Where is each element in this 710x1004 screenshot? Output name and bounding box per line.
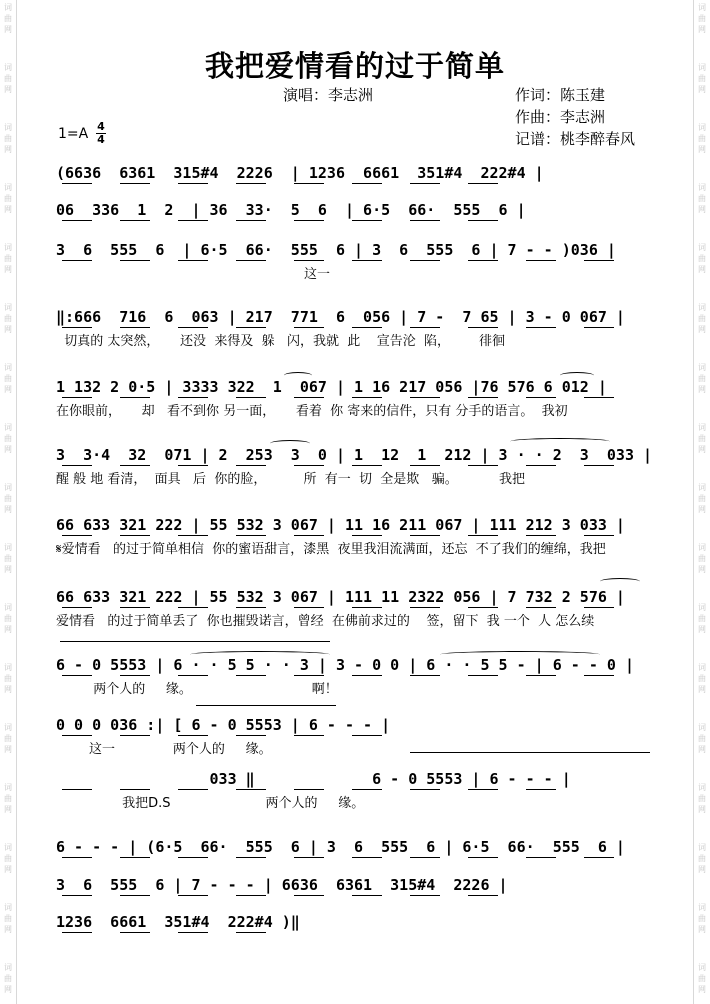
watermark-text: 词 曲 网: [4, 123, 12, 154]
beam-line: [468, 607, 498, 608]
watermark-text: 词 曲 网: [4, 963, 12, 994]
beam-line: [294, 260, 324, 261]
beam-line: [120, 607, 150, 608]
beam-line: [584, 260, 614, 261]
beam-line: [120, 397, 150, 398]
beam-line: [62, 260, 92, 261]
beam-line: [294, 183, 324, 184]
beam-line: [294, 895, 324, 896]
score-notes: 1 132 2 0·5 | 3333 322 1 067 | 1 16 217 056 |76 576 6 012 |: [56, 378, 607, 396]
score-notes: 66 633 321 222 | 55 532 3 067 | 111 11 2322 056 | 7 732 2 576 |: [56, 588, 625, 606]
beam-line: [178, 183, 208, 184]
beam-line: [178, 857, 208, 858]
beam-line: [294, 327, 324, 328]
beam-line: [352, 675, 382, 676]
beam-line: [120, 932, 150, 933]
beam-line: [352, 857, 382, 858]
beam-line: [468, 789, 498, 790]
score-notes: 033 ‖ 6 - 0 5553 | 6 - - - |: [56, 770, 571, 788]
score-lyrics: 这一: [56, 267, 330, 282]
score-notes: ‖:666 716 6 063 | 217 771 6 056 | 7 - 7 65 | 3 - 0 067 |: [56, 308, 625, 326]
watermark-text: 词 曲 网: [4, 483, 12, 514]
beam-line: [120, 675, 150, 676]
beam-line: [410, 183, 440, 184]
beam-line: [352, 397, 382, 398]
beam-line: [178, 932, 208, 933]
bracket-line: [196, 705, 336, 706]
watermark-text: 词 曲 网: [4, 63, 12, 94]
score-lyrics: 两个人的 缘。 啊！: [56, 682, 338, 697]
beam-line: [178, 789, 208, 790]
score-notes: 3 6 555 6 | 7 - - - | 6636 6361 315#4 2226 |: [56, 876, 508, 894]
beam-line: [584, 327, 614, 328]
beam-line: [352, 465, 382, 466]
watermark-text: 词 曲 网: [698, 723, 706, 754]
beam-line: [468, 397, 498, 398]
beam-line: [178, 895, 208, 896]
watermark-text: 词 曲 网: [4, 543, 12, 574]
watermark-text: 词 曲 网: [698, 423, 706, 454]
watermark-text: 词 曲 网: [4, 363, 12, 394]
beam-line: [62, 535, 92, 536]
beam-line: [468, 535, 498, 536]
beam-line: [62, 465, 92, 466]
time-signature: [96, 122, 106, 145]
beam-line: [410, 895, 440, 896]
beam-line: [236, 789, 266, 790]
beam-line: [236, 465, 266, 466]
slur-mark: [510, 438, 610, 445]
beam-line: [526, 535, 556, 536]
watermark-text: 词 曲 网: [4, 303, 12, 334]
bracket-line: [410, 752, 650, 753]
watermark-text: 词 曲 网: [698, 963, 706, 994]
score-lyrics: 𝄋爱情看 的过于简单相信 你的蜜语甜言，漆黑 夜里我泪流满面，还忘 不了我们的缠绵，我把: [56, 542, 606, 557]
composer-credit: 作曲：李志洲: [515, 108, 606, 126]
beam-line: [294, 789, 324, 790]
watermark-text: 词 曲 网: [698, 783, 706, 814]
beam-line: [468, 895, 498, 896]
beam-line: [352, 895, 382, 896]
score-lyrics: 爱情看 的过于简单丢了 你也摧毁诺言，曾经 在佛前求过的 签，留下 我 一个 人 怎么续: [56, 614, 595, 629]
beam-line: [120, 857, 150, 858]
beam-line: [584, 675, 614, 676]
beam-line: [236, 932, 266, 933]
beam-line: [178, 327, 208, 328]
key-signature: 1=A: [58, 126, 89, 142]
score-notes: 0 0 0 036 :| [ 6 - 0 5553 | 6 - - - |: [56, 716, 391, 734]
watermark-text: 词 曲 网: [4, 183, 12, 214]
score-lyrics: 醒 般 地 看清， 面具 后 你的脸， 所 有一 切 全是欺 骗。 我把: [56, 472, 526, 487]
beam-line: [62, 932, 92, 933]
slur-mark: [560, 372, 594, 379]
song-title: 我把爱情看的过于简单: [204, 49, 505, 83]
beam-line: [294, 857, 324, 858]
beam-line: [526, 675, 556, 676]
score-lyrics: 我把D.S 两个人的 缘。: [56, 796, 365, 811]
beam-line: [352, 327, 382, 328]
watermark-text: 词 曲 网: [4, 423, 12, 454]
score-lyrics: 在你眼前， 却 看不到你 另一面， 看着 你 寄来的信件，只有 分手的语言。 我初: [56, 404, 568, 419]
beam-line: [236, 327, 266, 328]
beam-line: [62, 735, 92, 736]
beam-line: [62, 397, 92, 398]
beam-line: [62, 220, 92, 221]
score-notes: 6 - - - | (6·5 66· 555 6 | 3 6 555 6 | 6·5 66· 555 6 |: [56, 838, 625, 856]
beam-line: [352, 535, 382, 536]
beam-line: [352, 607, 382, 608]
watermark-text: 词 曲 网: [698, 663, 706, 694]
beam-line: [236, 607, 266, 608]
score-lyrics: 切真的 太突然， 还没 来得及 躲 闪，我就 此 宣告沦 陷， 徘徊: [56, 334, 505, 349]
watermark-text: 词 曲 网: [4, 243, 12, 274]
beam-line: [526, 465, 556, 466]
beam-line: [526, 327, 556, 328]
beam-line: [236, 735, 266, 736]
beam-line: [468, 260, 498, 261]
beam-line: [120, 260, 150, 261]
beam-line: [584, 857, 614, 858]
score-lyrics: 这一 两个人的 缘。: [56, 742, 272, 757]
beam-line: [62, 183, 92, 184]
beam-line: [352, 735, 382, 736]
beam-line: [468, 327, 498, 328]
beam-line: [236, 895, 266, 896]
watermark-text: 词 曲 网: [698, 3, 706, 34]
beam-line: [468, 857, 498, 858]
beam-line: [526, 397, 556, 398]
bracket-line: [60, 641, 330, 642]
beam-line: [120, 327, 150, 328]
beam-line: [410, 327, 440, 328]
beam-line: [410, 260, 440, 261]
beam-line: [584, 535, 614, 536]
singer-credit: 演唱：李志洲: [283, 86, 374, 104]
beam-line: [352, 260, 382, 261]
beam-line: [294, 607, 324, 608]
score-notes: 3 3·4 32 071 | 2 253 3 0 | 1 12 1 212 | 3 · · 2 3 033 |: [56, 446, 653, 464]
beam-line: [468, 675, 498, 676]
beam-line: [178, 535, 208, 536]
beam-line: [62, 789, 92, 790]
beam-line: [410, 465, 440, 466]
slur-mark: [440, 651, 600, 658]
beam-line: [62, 857, 92, 858]
score-notes: 66 633 321 222 | 55 532 3 067 | 11 16 211 067 | 111 212 3 033 |: [56, 516, 625, 534]
beam-line: [178, 220, 208, 221]
watermark-text: 词 曲 网: [698, 603, 706, 634]
score-notes: 6 - 0 5553 | 6 · · 5 5 · · 3 | 3 - 0 0 | 6 · · 5 5 - | 6 - - 0 |: [56, 656, 634, 674]
score-notes: 3 6 555 6 | 6·5 66· 555 6 | 3 6 555 6 | 7 - - )036 |: [56, 241, 616, 259]
watermark-text: 词 曲 网: [698, 483, 706, 514]
beam-line: [526, 789, 556, 790]
slur-mark: [190, 651, 330, 658]
watermark-text: 词 曲 网: [698, 63, 706, 94]
score-notes: (6636 6361 315#4 2226 | 1236 6661 351#4 222#4 |: [56, 164, 544, 182]
beam-line: [294, 535, 324, 536]
beam-line: [584, 465, 614, 466]
beam-line: [584, 607, 614, 608]
beam-line: [236, 220, 266, 221]
beam-line: [120, 220, 150, 221]
beam-line: [294, 735, 324, 736]
score-notes: 06 336 1 2 | 36 33· 5 6 | 6·5 66· 555 6 |: [56, 201, 526, 219]
beam-line: [468, 183, 498, 184]
beam-line: [178, 735, 208, 736]
beam-line: [236, 535, 266, 536]
beam-line: [236, 183, 266, 184]
beam-line: [178, 607, 208, 608]
beam-line: [294, 675, 324, 676]
watermark-text: 词 曲 网: [698, 303, 706, 334]
beam-line: [410, 220, 440, 221]
watermark-text: 词 曲 网: [698, 243, 706, 274]
beam-line: [410, 857, 440, 858]
time-signature-bottom: 4: [97, 133, 105, 146]
beam-line: [294, 220, 324, 221]
beam-line: [178, 675, 208, 676]
beam-line: [120, 465, 150, 466]
beam-line: [236, 260, 266, 261]
beam-line: [236, 397, 266, 398]
watermark-text: 词 曲 网: [4, 603, 12, 634]
watermark-text: 词 曲 网: [4, 843, 12, 874]
watermark-text: 词 曲 网: [4, 3, 12, 34]
beam-line: [120, 183, 150, 184]
beam-line: [178, 260, 208, 261]
beam-line: [294, 397, 324, 398]
beam-line: [410, 789, 440, 790]
beam-line: [410, 397, 440, 398]
slur-mark: [600, 578, 640, 585]
time-signature-top: 4: [97, 120, 105, 133]
beam-line: [120, 535, 150, 536]
watermark-text: 词 曲 网: [4, 783, 12, 814]
beam-line: [410, 535, 440, 536]
beam-line: [236, 857, 266, 858]
watermark-text: 词 曲 网: [698, 543, 706, 574]
notation-credit: 记谱：桃李醉春风: [515, 130, 636, 148]
beam-line: [352, 183, 382, 184]
beam-line: [62, 895, 92, 896]
lyricist-credit: 作词：陈玉建: [515, 86, 606, 104]
beam-line: [352, 789, 382, 790]
beam-line: [120, 895, 150, 896]
beam-line: [62, 327, 92, 328]
watermark-text: 词 曲 网: [4, 663, 12, 694]
beam-line: [526, 857, 556, 858]
score-notes: 1236 6661 351#4 222#4 )‖: [56, 913, 300, 931]
beam-line: [410, 675, 440, 676]
beam-line: [526, 607, 556, 608]
watermark-text: 词 曲 网: [698, 363, 706, 394]
beam-line: [178, 465, 208, 466]
watermark-text: 词 曲 网: [4, 903, 12, 934]
watermark-text: 词 曲 网: [698, 123, 706, 154]
beam-line: [526, 260, 556, 261]
slur-mark: [270, 440, 310, 447]
watermark-text: 词 曲 网: [698, 183, 706, 214]
watermark-text: 词 曲 网: [698, 843, 706, 874]
beam-line: [294, 465, 324, 466]
slur-mark: [284, 372, 312, 379]
beam-line: [468, 220, 498, 221]
beam-line: [584, 397, 614, 398]
beam-line: [410, 607, 440, 608]
beam-line: [352, 220, 382, 221]
watermark-text: 词 曲 网: [698, 903, 706, 934]
beam-line: [236, 675, 266, 676]
watermark-text: 词 曲 网: [4, 723, 12, 754]
beam-line: [178, 397, 208, 398]
beam-line: [120, 789, 150, 790]
beam-line: [62, 607, 92, 608]
beam-line: [62, 675, 92, 676]
beam-line: [120, 735, 150, 736]
beam-line: [468, 465, 498, 466]
